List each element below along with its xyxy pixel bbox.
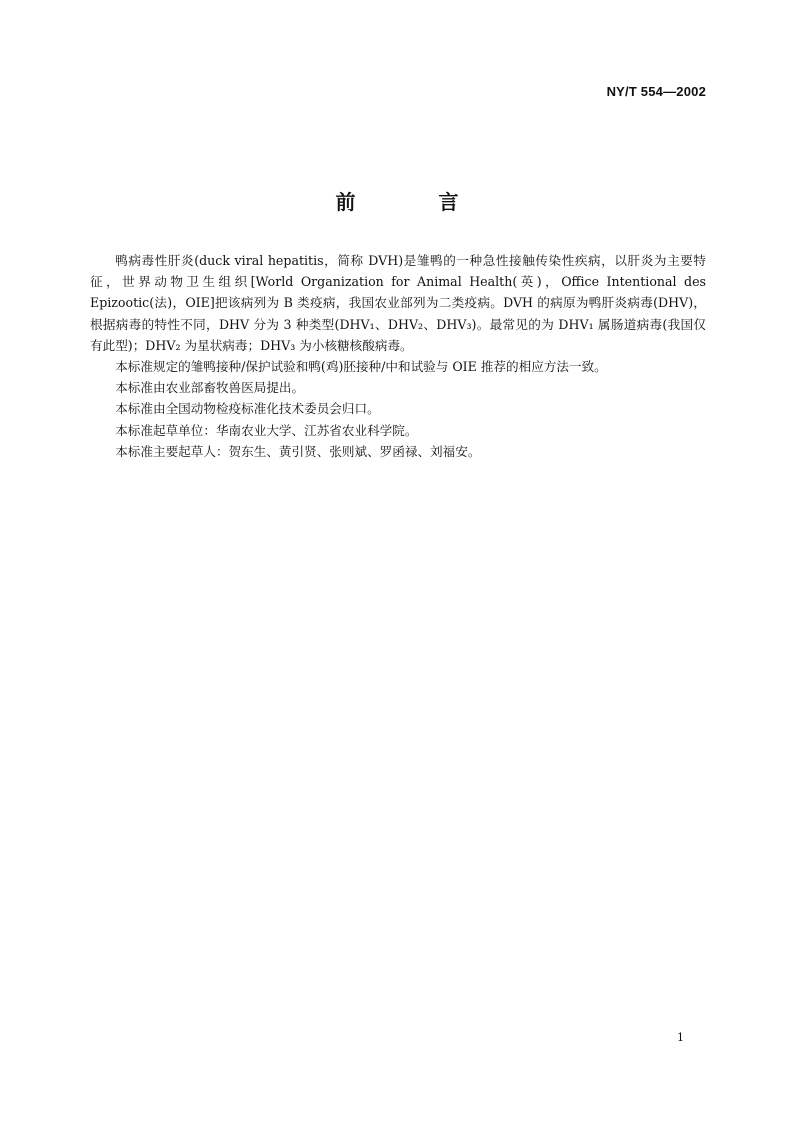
paragraph-dvh-intro: 鸭病毒性肝炎(duck viral hepatitis，简称 DVH)是雏鸭的一种急性接触传染性疾病，以肝炎为主要特征，世界动物卫生组织[World Organization for Animal Health(英)，Office Intentional des Epizootic(法)，OIE]把该病列为 B 类疫病，我国农业部列为二类疫病。DVH 的病原为鸭肝炎病毒(DHV)，根据病毒的特性不同，DHV 分为 3 种类型(DHV₁、DHV₂、DHV₃)。最常见的为 DHV₁ 属肠道病毒(我国仅有此型)；DHV₂ 为星状病毒；DHV₃ 为小核糖核酸病毒。 — [90, 253, 706, 353]
page-number: 1 — [677, 1031, 684, 1044]
paragraph-proposer: 本标准由农业部畜牧兽医局提出。 — [115, 380, 305, 396]
standard-code: NY/T 554—2002 — [606, 84, 706, 99]
paragraph-drafting-units: 本标准起草单位：华南农业大学、江苏省农业科学院。 — [115, 422, 418, 438]
paragraph-test-methods: 本标准规定的雏鸭接种/保护试验和鸭(鸡)胚接种/中和试验与 OIE 推荐的相应方法一致。 — [115, 359, 607, 375]
foreword-body — [90, 250, 706, 462]
paragraph-drafters: 本标准主要起草人：贺东生、黄引贤、张则斌、罗函禄、刘福安。 — [115, 443, 481, 459]
page-title: 前 言 — [335, 190, 497, 214]
paragraph-committee: 本标准由全国动物检疫标准化技术委员会归口。 — [115, 401, 380, 417]
